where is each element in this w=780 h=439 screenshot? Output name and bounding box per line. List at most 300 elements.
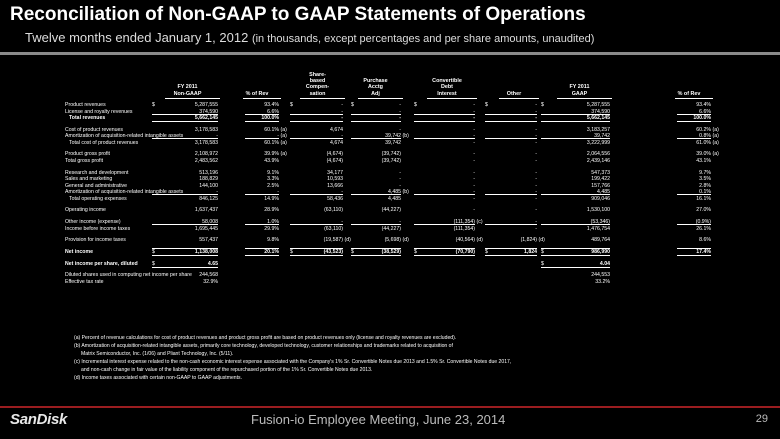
row-label: Cost of product revenues xyxy=(65,126,123,133)
cell-pa: (5,698) xyxy=(384,237,401,244)
subtotal-rule xyxy=(351,114,401,115)
cell-ngp: 9.1% xyxy=(267,169,279,176)
subtotal-rule xyxy=(485,194,537,195)
cell-cd: - xyxy=(473,108,475,115)
subtotal-rule xyxy=(677,194,711,195)
subtotal-rule xyxy=(152,138,218,139)
footnotes xyxy=(74,335,511,382)
column-header-line: GAAP xyxy=(571,90,588,97)
cell-ngp: 3.3% xyxy=(267,176,279,183)
footnote-line: (a) Percent of revenue calculations for cost of product revenues and product gross profit are based on product revenues only (license and royalty revenues are excluded). xyxy=(74,335,457,341)
footnote-marker: (a) xyxy=(712,126,719,133)
footnote-marker: (a) xyxy=(712,139,719,146)
table-row xyxy=(65,195,715,203)
cell-sbc: (63,110) xyxy=(324,207,343,214)
footnote-marker: (d) xyxy=(538,237,545,244)
total-double-rule xyxy=(414,121,475,122)
table-row xyxy=(65,278,715,286)
cell-pa: - xyxy=(399,219,401,225)
cell-cd: - xyxy=(473,207,475,214)
table-row xyxy=(65,225,715,233)
column-header-line: % of Rev xyxy=(677,90,701,97)
subtotal-rule xyxy=(485,114,537,115)
cell-ngp: 20.1% xyxy=(264,248,279,255)
currency-symbol: $ xyxy=(541,260,544,267)
cell-gp: 27.0% xyxy=(696,207,711,214)
footnote-line: (c) Incremental interest expense related to the non-cash economic interest expense associated with the Company's 1% Sr. Convertible Notes due 2013 and 1.5% Sr. Convertible Notes due 2017, xyxy=(74,358,512,365)
cell-ng: 1,695,445 xyxy=(194,225,218,232)
cell-gp: 17.4% xyxy=(696,248,711,255)
total-double-rule xyxy=(152,255,218,256)
cell-ngp: 43.9% xyxy=(264,157,279,164)
cell-gp: 43.1% xyxy=(696,157,711,164)
column-header-ng xyxy=(153,84,222,97)
total-double-rule xyxy=(152,267,218,268)
subtotal-rule xyxy=(245,248,279,249)
column-header-line: Convertible xyxy=(432,78,462,85)
cell-gp: 39.0% xyxy=(696,151,711,158)
title-divider xyxy=(0,52,780,55)
table-row xyxy=(65,157,715,165)
cell-cd: (111,354) xyxy=(453,219,475,225)
table-row xyxy=(65,236,715,244)
cell-ng: 374,590 xyxy=(199,108,218,115)
table-row xyxy=(65,139,719,147)
cell-sbc: - xyxy=(341,219,343,225)
cell-sbc: 58,436 xyxy=(327,195,343,202)
row-label: Total revenues xyxy=(69,115,106,121)
cell-ng: 5,287,555 xyxy=(194,102,218,108)
row-label: Net income xyxy=(65,248,93,255)
subtotal-rule xyxy=(485,224,537,225)
currency-symbol: $ xyxy=(152,102,155,108)
subtotal-rule xyxy=(414,138,475,139)
cell-cd: - xyxy=(473,195,475,202)
currency-symbol: $ xyxy=(152,260,155,267)
total-double-rule xyxy=(541,255,610,256)
cell-ngp: 39.9% xyxy=(264,151,279,158)
column-header-sbc xyxy=(288,72,347,97)
cell-sbc: 4,674 xyxy=(330,126,343,133)
cell-pa: - xyxy=(399,115,401,121)
subtotal-rule xyxy=(245,224,279,225)
row-label: Product gross profit xyxy=(65,151,110,158)
cell-cd: - xyxy=(473,139,475,146)
row-label: Research and development xyxy=(65,169,129,176)
cell-sbc: 13,666 xyxy=(327,182,343,189)
cell-ng: 188,829 xyxy=(199,176,218,183)
cell-ot: - xyxy=(535,115,537,121)
footnote-marker: (a) xyxy=(712,151,719,158)
currency-symbol: $ xyxy=(351,102,354,108)
cell-cd: - xyxy=(473,126,475,133)
row-label: Total operating expenses xyxy=(69,195,127,202)
cell-gp: 100.0% xyxy=(693,115,711,121)
cell-gp: 3.5% xyxy=(699,176,711,183)
subtotal-rule xyxy=(541,114,610,115)
cell-sbc: (63,110) xyxy=(324,225,343,232)
currency-symbol: $ xyxy=(414,248,417,255)
subtotal-rule xyxy=(414,114,475,115)
total-double-rule xyxy=(414,255,475,256)
cell-g: 39,742 xyxy=(594,133,610,140)
cell-ngp: 29.9% xyxy=(264,225,279,232)
subtotal-rule xyxy=(245,114,279,115)
cell-sbc: - xyxy=(341,115,343,121)
total-double-rule xyxy=(485,255,537,256)
currency-symbol: $ xyxy=(290,248,293,255)
footnote-marker: (d) xyxy=(402,237,409,244)
cell-ng: 2,108,972 xyxy=(194,151,218,158)
column-header-g xyxy=(545,84,614,97)
subtotal-rule xyxy=(290,248,343,249)
cell-g: 4,485 xyxy=(597,189,610,196)
row-label: General and administrative xyxy=(65,182,127,189)
cell-pa: (39,742) xyxy=(381,151,401,158)
row-label: Provision for income taxes xyxy=(65,237,126,244)
column-header-line: Share- xyxy=(309,71,326,78)
column-header-underline xyxy=(427,98,477,99)
cell-ot: - xyxy=(535,157,537,164)
footnote-line: (b) Amortization of acquisition-related intangible assets, primarily core technology, developed technology, customer relationships and trademarks related to acquisition of xyxy=(74,342,453,349)
cell-ng: 144,100 xyxy=(199,182,218,189)
cell-g: 547,373 xyxy=(591,169,610,176)
column-header-line: Purchase xyxy=(363,78,388,85)
cell-pa: 4,485 xyxy=(388,189,401,196)
subtotal-rule xyxy=(245,194,279,195)
subtotal-rule xyxy=(541,248,610,249)
cell-ot: - xyxy=(535,207,537,214)
column-header-underline xyxy=(557,98,612,99)
cell-ot: - xyxy=(535,139,537,146)
footnote-marker: (b) xyxy=(402,189,409,196)
cell-ngp: - xyxy=(277,189,279,196)
cell-ngp: - xyxy=(277,133,279,140)
row-label: Total gross profit xyxy=(65,157,104,164)
cell-g: 2,064,556 xyxy=(586,151,610,158)
cell-gp: 8.6% xyxy=(699,237,711,244)
subtotal-rule xyxy=(290,138,343,139)
cell-ng: 4.65 xyxy=(207,260,218,267)
row-label: Other income (expense) xyxy=(65,219,121,225)
total-double-rule xyxy=(290,255,343,256)
cell-pa: - xyxy=(399,102,401,108)
cell-ot: - xyxy=(535,176,537,183)
cell-cd: - xyxy=(473,169,475,176)
subtotal-rule xyxy=(245,138,279,139)
cell-gp: 61.0% xyxy=(696,139,711,146)
cell-pa: 39,742 xyxy=(385,133,401,140)
cell-ng: 1,637,437 xyxy=(194,207,218,214)
subtotal-rule xyxy=(677,248,711,249)
cell-g: 5,287,555 xyxy=(586,102,610,108)
total-double-rule xyxy=(245,255,279,256)
cell-pa: (39,742) xyxy=(381,157,401,164)
cell-ng: 557,437 xyxy=(199,237,218,244)
total-double-rule xyxy=(245,121,279,122)
column-header-line: Non-GAAP xyxy=(173,90,202,97)
cell-ot: - xyxy=(535,219,537,225)
footnote-marker: (a) xyxy=(280,139,287,146)
subtotal-rule xyxy=(152,194,218,195)
cell-pa: (38,529) xyxy=(381,248,401,255)
column-header-gp xyxy=(663,91,715,97)
cell-sbc: 10,593 xyxy=(327,176,343,183)
cell-gp: 0.8% xyxy=(699,133,711,140)
cell-cd: (40,564) xyxy=(455,237,475,244)
subtotal-rule xyxy=(414,194,475,195)
footnote-marker: (a) xyxy=(280,133,287,140)
cell-sbc: - xyxy=(341,189,343,196)
total-double-rule xyxy=(290,121,343,122)
cell-ng: 3,178,583 xyxy=(194,126,218,133)
footnote-marker: (d) xyxy=(344,237,351,244)
total-double-rule xyxy=(351,121,401,122)
row-label: Product revenues xyxy=(65,102,106,108)
cell-cd: - xyxy=(473,102,475,108)
cell-gp: 9.7% xyxy=(699,169,711,176)
cell-cd: - xyxy=(473,115,475,121)
total-double-rule xyxy=(541,267,610,268)
subtotal-rule xyxy=(677,114,711,115)
table-row xyxy=(65,206,715,214)
cell-g: 909,046 xyxy=(591,195,610,202)
currency-symbol: $ xyxy=(485,248,488,255)
cell-ot: (1,824) xyxy=(520,237,537,244)
cell-ng: 1,138,008 xyxy=(194,248,218,255)
cell-g: 1,530,100 xyxy=(586,207,610,214)
cell-g: 2,439,146 xyxy=(586,157,610,164)
row-label: Sales and marketing xyxy=(65,176,113,183)
cell-ot: - xyxy=(535,195,537,202)
cell-ng: 58,008 xyxy=(202,219,218,225)
column-header-line: Interest xyxy=(437,90,457,97)
total-double-rule xyxy=(351,255,401,256)
cell-gp: 60.2% xyxy=(696,126,711,133)
cell-pa: 39,742 xyxy=(385,139,401,146)
column-header-underline xyxy=(165,98,220,99)
cell-ngp: 28.9% xyxy=(264,207,279,214)
subtitle-units-note: (in thousands, except percentages and per share amounts, unaudited) xyxy=(251,33,595,45)
subtotal-rule xyxy=(351,248,401,249)
cell-ng: 3,178,583 xyxy=(194,139,218,146)
subtotal-rule xyxy=(541,194,610,195)
row-label: Diluted shares used in computing net income per share xyxy=(65,272,192,279)
reconciliation-table xyxy=(65,65,719,300)
currency-symbol: $ xyxy=(414,102,417,108)
cell-cd: - xyxy=(473,189,475,196)
cell-ot: 1,824 xyxy=(524,248,537,255)
cell-gp: 16.1% xyxy=(696,195,711,202)
column-header-line: Acctg xyxy=(368,84,383,91)
subtotal-rule xyxy=(290,114,343,115)
cell-cd: - xyxy=(473,157,475,164)
cell-sbc: - xyxy=(341,102,343,108)
footnote-marker: (a) xyxy=(280,151,287,158)
cell-pa: - xyxy=(399,182,401,189)
cell-ngp: 60.1% xyxy=(264,126,279,133)
cell-ngp: 9.8% xyxy=(267,237,279,244)
cell-g: 986,990 xyxy=(591,248,610,255)
cell-ng: - xyxy=(216,189,218,196)
column-header-line: Adj xyxy=(371,90,380,97)
cell-ot: - xyxy=(535,133,537,140)
subtotal-rule xyxy=(677,138,711,139)
cell-ot: - xyxy=(535,126,537,133)
cell-g: 3,183,257 xyxy=(586,126,610,133)
footnote-marker: (a) xyxy=(712,133,719,140)
cell-cd: (111,354) xyxy=(453,225,475,232)
cell-ngp: 6.6% xyxy=(267,108,279,115)
currency-symbol: $ xyxy=(351,248,354,255)
currency-symbol: $ xyxy=(541,248,544,255)
currency-symbol: $ xyxy=(485,102,488,108)
column-header-line: Other xyxy=(506,90,522,97)
footnote-marker: (b) xyxy=(402,133,409,140)
cell-sbc: (19,587) xyxy=(323,237,343,244)
cell-gp: 0.1% xyxy=(699,189,711,196)
cell-pa: 4,485 xyxy=(388,195,401,202)
currency-symbol: $ xyxy=(152,248,155,255)
subtotal-rule xyxy=(351,138,401,139)
cell-sbc: 4,674 xyxy=(330,139,343,146)
cell-sbc: (4,674) xyxy=(326,157,343,164)
total-double-rule xyxy=(541,121,610,122)
subtotal-rule xyxy=(152,114,218,115)
cell-ng: 2,483,562 xyxy=(194,157,218,164)
cell-g: 374,590 xyxy=(591,108,610,115)
cell-gp: 26.1% xyxy=(696,225,711,232)
subtotal-rule xyxy=(290,194,343,195)
column-header-line: sation xyxy=(309,90,326,97)
subtotal-rule xyxy=(351,224,401,225)
currency-symbol: $ xyxy=(541,102,544,108)
cell-ng: 244,568 xyxy=(199,272,218,279)
subtotal-rule xyxy=(152,248,218,249)
cell-g: 5,662,145 xyxy=(586,115,610,121)
subtotal-rule xyxy=(414,248,475,249)
cell-ngp: 14.9% xyxy=(264,195,279,202)
column-header-ot xyxy=(487,91,541,97)
cell-ot: - xyxy=(535,189,537,196)
cell-g: 4.04 xyxy=(599,260,610,267)
cell-g: 33.2% xyxy=(595,278,610,285)
column-header-line: FY 2011 xyxy=(569,84,590,91)
row-label: Amortization of acquisition-related intangible assets xyxy=(65,133,184,140)
cell-ng: 5,662,145 xyxy=(194,115,218,121)
column-header-line: FY 2011 xyxy=(177,84,198,91)
footnote-line: and non-cash change in fair value of the liability component of the repurchased portion of the 1% Sr. Convertible Notes due 2013. xyxy=(81,366,373,373)
cell-pa: - xyxy=(399,126,401,133)
total-double-rule xyxy=(677,121,711,122)
page-number: 29 xyxy=(755,413,768,425)
cell-sbc: 34,177 xyxy=(327,169,343,176)
cell-g: (53,346) xyxy=(590,219,610,225)
column-header-pa xyxy=(346,78,405,97)
subtotal-rule xyxy=(677,224,711,225)
cell-ngp: 1.0% xyxy=(267,219,279,225)
cell-pa: - xyxy=(399,108,401,115)
subtotal-rule xyxy=(485,138,537,139)
cell-pa: - xyxy=(399,176,401,183)
cell-ot: - xyxy=(535,151,537,158)
cell-sbc: (43,523) xyxy=(323,248,343,255)
cell-pa: (44,227) xyxy=(381,207,401,214)
cell-ngp: 2.5% xyxy=(267,182,279,189)
cell-g: 244,553 xyxy=(591,272,610,279)
sandisk-logo: SanDisk xyxy=(10,411,68,428)
cell-cd: - xyxy=(473,151,475,158)
footnote-marker: (c) xyxy=(476,219,483,225)
footer-divider xyxy=(0,406,780,408)
cell-pa: - xyxy=(399,169,401,176)
column-header-cd xyxy=(415,78,479,97)
cell-g: 199,422 xyxy=(591,176,610,183)
footnote-line: Matrix Semiconductor, Inc. (1/06) and Pliant Technology, Inc. (5/11). xyxy=(81,350,234,357)
total-double-rule xyxy=(485,121,537,122)
row-label: Income before income taxes xyxy=(65,225,131,232)
cell-g: 157,766 xyxy=(591,182,610,189)
cell-g: 1,476,754 xyxy=(586,225,610,232)
footnote-line: (d) Income taxes associated with certain non-GAAP to GAAP adjustments. xyxy=(74,374,242,381)
subtotal-rule xyxy=(485,248,537,249)
row-label: Effective tax rate xyxy=(65,278,104,285)
cell-ngp: 93.4% xyxy=(264,102,279,108)
cell-gp: 6.6% xyxy=(699,108,711,115)
cell-cd: - xyxy=(473,133,475,140)
cell-ot: - xyxy=(535,102,537,108)
row-label: Net income per share, diluted xyxy=(65,260,138,267)
cell-ot: - xyxy=(535,108,537,115)
footnote-marker: (a) xyxy=(280,126,287,133)
subtotal-rule xyxy=(351,194,401,195)
cell-ng: - xyxy=(216,133,218,140)
cell-sbc: (4,674) xyxy=(326,151,343,158)
cell-sbc: - xyxy=(341,108,343,115)
cell-sbc: - xyxy=(341,133,343,140)
row-label: Operating income xyxy=(65,207,106,214)
slide-title: Reconciliation of Non-GAAP to GAAP Statements of Operations xyxy=(10,4,586,25)
row-label: Amortization of acquisition-related intangible assets xyxy=(65,189,184,196)
cell-g: 3,222,999 xyxy=(586,139,610,146)
cell-gp: 2.8% xyxy=(699,182,711,189)
subtotal-rule xyxy=(414,224,475,225)
cell-ot: - xyxy=(535,182,537,189)
total-double-rule xyxy=(677,255,711,256)
column-header-underline xyxy=(243,98,281,99)
cell-ngp: 60.1% xyxy=(264,139,279,146)
cell-ngp: 100.0% xyxy=(261,115,279,121)
cell-cd: - xyxy=(473,182,475,189)
cell-ng: 846,125 xyxy=(199,195,218,202)
row-label: License and royalty revenues xyxy=(65,108,133,115)
row-label: Total cost of product revenues xyxy=(69,139,139,146)
column-header-underline xyxy=(300,98,345,99)
cell-gp: (0.9%) xyxy=(695,219,711,225)
cell-g: 489,764 xyxy=(591,237,610,244)
column-header-line: Compen- xyxy=(305,84,330,91)
slide-subtitle xyxy=(25,30,594,45)
total-double-rule xyxy=(152,121,218,122)
cell-ng: 32.9% xyxy=(203,278,218,285)
footer-event: Fusion-io Employee Meeting, June 23, 2014 xyxy=(251,412,506,427)
column-header-underline xyxy=(675,98,713,99)
column-header-line: Debt xyxy=(441,84,453,91)
column-header-line: % of Rev xyxy=(245,90,269,97)
subtotal-rule xyxy=(152,224,218,225)
column-header-ngp xyxy=(231,91,283,97)
subtotal-rule xyxy=(541,224,610,225)
